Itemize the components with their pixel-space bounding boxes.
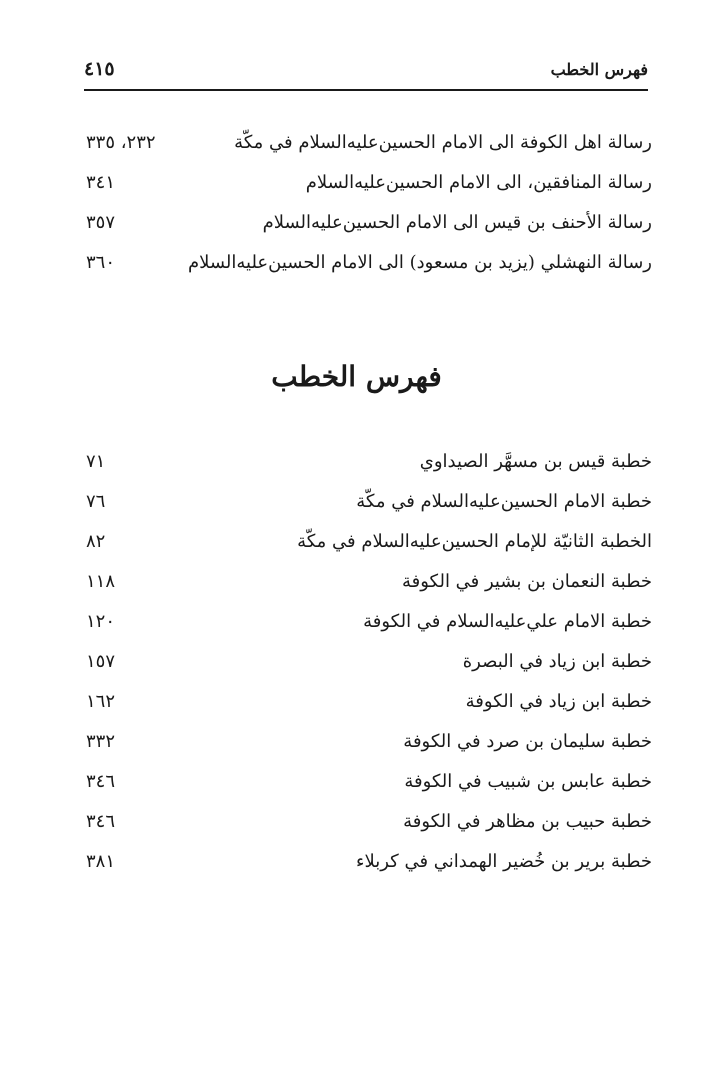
entry-title: خطبة عابس بن شبيب في الكوفة [404, 771, 652, 792]
entry-title: خطبة النعمان بن بشير في الكوفة [401, 571, 652, 592]
entry-page-numbers: ٣٦٠ [86, 252, 116, 273]
entry-title: رسالة النهشلي (يزيد بن مسعود) الى الامام الحسين‌عليه‌السلام [187, 252, 652, 273]
index-entry [84, 208, 652, 248]
entry-title: خطبة برير بن خُضير الهمداني في كربلاء [356, 851, 652, 872]
index-entry [84, 128, 652, 168]
entry-title: رسالة المنافقين، الى الامام الحسين‌عليه‌السلام [305, 172, 652, 193]
running-head [84, 56, 648, 86]
entry-page-numbers: ٣٣٢ [86, 731, 116, 752]
entry-title: خطبة الامام الحسين‌عليه‌السلام في مكّة [356, 491, 652, 512]
index-entry [84, 767, 652, 807]
index-entry [84, 248, 652, 288]
entry-page-numbers: ٢٣٢، ٣٣٥ [86, 132, 156, 153]
section-heading: فهرس الخطب [271, 360, 442, 393]
entry-title: خطبة سليمان بن صرد في الكوفة [403, 731, 652, 752]
index-entry [84, 168, 652, 208]
index-entry [84, 727, 652, 767]
entry-page-numbers: ١٢٠ [86, 611, 116, 632]
entry-title: خطبة ابن زياد في البصرة [462, 651, 652, 672]
entry-page-numbers: ١١٨ [86, 571, 116, 592]
header-rule [84, 89, 648, 91]
entry-page-numbers: ١٥٧ [86, 651, 116, 672]
index-entry [84, 447, 652, 487]
index-entry [84, 847, 652, 887]
index-entry [84, 647, 652, 687]
entry-title: خطبة ابن زياد في الكوفة [465, 691, 652, 712]
index-entry [84, 687, 652, 727]
index-entry [84, 487, 652, 527]
entry-title: خطبة قيس بن مسهَّر الصيداوي [419, 451, 652, 472]
entry-title: خطبة الامام علي‌عليه‌السلام في الكوفة [363, 611, 652, 632]
entry-page-numbers: ٣٨١ [86, 851, 116, 872]
page-number: ٤١٥ [84, 58, 115, 80]
entry-page-numbers: ٣٤١ [86, 172, 116, 193]
entry-page-numbers: ١٦٢ [86, 691, 116, 712]
entry-title: خطبة حبيب بن مظاهر في الكوفة [403, 811, 652, 832]
index-entry [84, 607, 652, 647]
index-entry [84, 807, 652, 847]
entry-page-numbers: ٣٤٦ [86, 771, 116, 792]
index-entry [84, 567, 652, 607]
entry-page-numbers: ٣٤٦ [86, 811, 116, 832]
entry-page-numbers: ٧١ [86, 451, 106, 472]
entry-page-numbers: ٣٥٧ [86, 212, 116, 233]
entry-page-numbers: ٨٢ [86, 531, 106, 552]
entry-page-numbers: ٧٦ [86, 491, 106, 512]
entry-title: الخطبة الثانيّة للإمام الحسين‌عليه‌السلام في مكّة [297, 531, 652, 552]
index-entry [84, 527, 652, 567]
letters-index-list [84, 128, 652, 288]
running-title: فهرس الخطب [550, 60, 648, 79]
sermons-index-list [84, 447, 652, 887]
entry-title: رسالة اهل الكوفة الى الامام الحسين‌عليه‌السلام في مكّة [234, 132, 652, 153]
entry-title: رسالة الأحنف بن قيس الى الامام الحسين‌عليه‌السلام [262, 212, 652, 233]
